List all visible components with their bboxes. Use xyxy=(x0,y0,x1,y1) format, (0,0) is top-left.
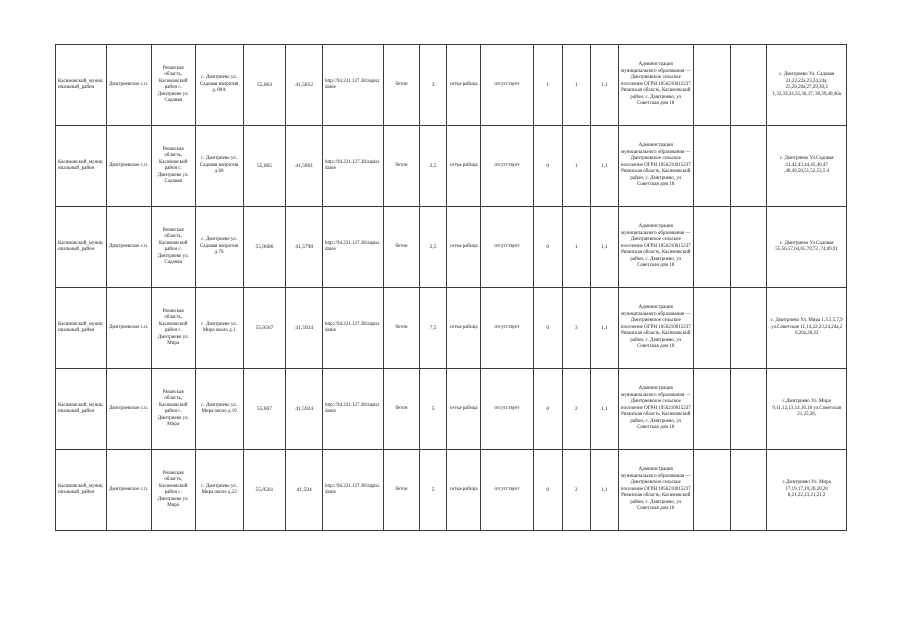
surface-cell: бетон xyxy=(384,288,420,369)
region-cell: Рязанская область, Касимовский район с. Дмитриево ул. Мира xyxy=(151,369,195,450)
surface-cell: бетон xyxy=(384,45,420,126)
count-b-cell: 3 xyxy=(562,288,591,369)
table-row xyxy=(56,288,847,369)
address-cell: с. Дмитриево ул. Садовая напротив д.60 xyxy=(195,126,243,207)
waste-source-cell: с. Дмитриево Ул. Мира 1,3,5,5,7,9 ул.Советская 11,14,22,23,24,24а,2 6,26а,28,32 xyxy=(767,288,847,369)
table-row xyxy=(56,450,847,531)
volume-cell: 1,1 xyxy=(591,45,619,126)
empty-cell-b xyxy=(730,369,767,450)
registry-table-sheet xyxy=(55,44,847,531)
latitude-cell: 55,0561 xyxy=(243,450,286,531)
settlement-cell: Дмитриевское с.п. xyxy=(106,369,151,450)
address-cell: с. Дмитриево ул. Садовая напротив д.76 xyxy=(195,207,243,288)
area-cell: 3 xyxy=(419,45,447,126)
waste-source-cell: с. Дмитриево Ул.Садовая 55,56,57,64,65,70,72 ,74,89,91 xyxy=(767,207,847,288)
waste-source-cell: с.Дмитриево Ул. Мира 9,11,12,13,14,16,18 ул.Советская 21,25,36, xyxy=(767,369,847,450)
area-cell: 5 xyxy=(419,369,447,450)
link-cell: http://94.231.127.38/zapiszdanie xyxy=(323,450,384,531)
link-cell: http://94.231.127.38/zapiszdanie xyxy=(323,288,384,369)
link-cell: http://94.231.127.38/zapiszdanie xyxy=(323,369,384,450)
area-cell: 2,5 xyxy=(419,207,447,288)
settlement-cell: Дмитриевское с.п. xyxy=(106,126,151,207)
settlement-cell: Дмитриевское с.п. xyxy=(106,450,151,531)
empty-cell-a xyxy=(693,450,730,531)
empty-cell-a xyxy=(693,45,730,126)
settlement-cell: Дмитриевское с.п. xyxy=(106,45,151,126)
count-b-cell: 1 xyxy=(562,45,591,126)
fence-cell: сетка-рабица xyxy=(447,288,481,369)
count-a-cell: 0 xyxy=(533,450,562,531)
cover-cell: отсутствует xyxy=(480,288,533,369)
longitude-cell: 41,5812 xyxy=(286,45,323,126)
count-b-cell: 2 xyxy=(562,450,591,531)
empty-cell-b xyxy=(730,207,767,288)
district-cell: Касимовский_муниципальный_район xyxy=(56,207,107,288)
empty-cell-a xyxy=(693,126,730,207)
count-a-cell: 0 xyxy=(533,288,562,369)
address-cell: с. Дмитриево ул. Мира около д.1 xyxy=(195,288,243,369)
owner-cell: Администрация муниципального образования — Дмитриевское сельское поселение ОГРН 1056210015237 Рязанская область, Касимовский район, с. Дмитриево, ул Советская дом 18 xyxy=(618,369,693,450)
longitude-cell: 41,5924 xyxy=(286,288,323,369)
empty-cell-b xyxy=(730,450,767,531)
owner-cell: Администрация муниципального образования — Дмитриевское сельское поселение ОГРН 1056210015237 Рязанская область, Касимовский район, с. Дмитриево, ул Советская дом 18 xyxy=(618,45,693,126)
region-cell: Рязанская область, Касимовский район с. Дмитриево ул. Садовая xyxy=(151,207,195,288)
address-cell: с. Дмитриево ул. Садовая напротив д. 80А xyxy=(195,45,243,126)
latitude-cell: 55,0686 xyxy=(243,207,286,288)
address-cell: с. Дмитриево ул. Мира около д.22 xyxy=(195,450,243,531)
count-a-cell: 0 xyxy=(533,369,562,450)
owner-cell: Администрация муниципального образования — Дмитриевское сельское поселение ОГРН 1056210015237 Рязанская область, Касимовский район, с. Дмитриево, ул Советская дом 18 xyxy=(618,288,693,369)
link-cell: http://94.231.127.38/zapiszdanie xyxy=(323,45,384,126)
area-cell: 5 xyxy=(419,450,447,531)
count-b-cell: 1 xyxy=(562,126,591,207)
cover-cell: отсутствует xyxy=(480,126,533,207)
table-row xyxy=(56,369,847,450)
volume-cell: 1,1 xyxy=(591,369,619,450)
fence-cell: сетка-рабица xyxy=(447,126,481,207)
district-cell: Касимовский_муниципальный_район xyxy=(56,45,107,126)
waste-source-cell: с.Дмитриево Ул. Мира 17,19,17,19,20,20,20 8,21,22,23,21,21,2 xyxy=(767,450,847,531)
fence-cell: сетка-рабица xyxy=(447,369,481,450)
region-cell: Рязанская область, Касимовский район с. Дмитриево ул. Садовая xyxy=(151,45,195,126)
empty-cell-a xyxy=(693,369,730,450)
longitude-cell: 41,594 xyxy=(286,450,323,531)
volume-cell: 1,1 xyxy=(591,450,619,531)
district-cell: Касимовский_муниципальный_район xyxy=(56,450,107,531)
latitude-cell: 55,067 xyxy=(243,369,286,450)
surface-cell: бетон xyxy=(384,369,420,450)
longitude-cell: 41,5801 xyxy=(286,126,323,207)
volume-cell: 1,1 xyxy=(591,288,619,369)
fence-cell: сетка-рабица xyxy=(447,45,481,126)
table-row xyxy=(56,207,847,288)
empty-cell-b xyxy=(730,45,767,126)
cover-cell: отсутствует xyxy=(480,207,533,288)
count-b-cell: 1 xyxy=(562,207,591,288)
owner-cell: Администрация муниципального образования — Дмитриевское сельское поселение ОГРН 1056210015237 Рязанская область, Касимовский район, с. Дмитриево, ул Советская дом 18 xyxy=(618,126,693,207)
owner-cell: Администрация муниципального образования — Дмитриевское сельское поселение ОГРН 1056210015237 Рязанская область, Касимовский район, с. Дмитриево, ул Советская дом 18 xyxy=(618,207,693,288)
surface-cell: бетон xyxy=(384,207,420,288)
fence-cell: сетка-рабица xyxy=(447,450,481,531)
table-row xyxy=(56,126,847,207)
owner-cell: Администрация муниципального образования — Дмитриевское сельское поселение ОГРН 1056210015237 Рязанская область, Касимовский район, с. Дмитриево, ул Советская дом 18 xyxy=(618,450,693,531)
longitude-cell: 41,5924 xyxy=(286,369,323,450)
volume-cell: 1,1 xyxy=(591,207,619,288)
surface-cell: бетон xyxy=(384,450,420,531)
settlement-cell: Дмитриевское с.п. xyxy=(106,207,151,288)
region-cell: Рязанская область, Касимовский район с. Дмитриево ул. Мира xyxy=(151,450,195,531)
count-a-cell: 0 xyxy=(533,126,562,207)
latitude-cell: 55,065 xyxy=(243,126,286,207)
region-cell: Рязанская область, Касимовский район с. Дмитриево ул. Мира xyxy=(151,288,195,369)
cover-cell: отсутствует xyxy=(480,450,533,531)
empty-cell-a xyxy=(693,288,730,369)
longitude-cell: 41,5790 xyxy=(286,207,323,288)
link-cell: http://94.231.127.38/zapiszdanie xyxy=(323,207,384,288)
empty-cell-a xyxy=(693,207,730,288)
area-cell: 7,5 xyxy=(419,288,447,369)
cover-cell: отсутствует xyxy=(480,45,533,126)
count-a-cell: 0 xyxy=(533,207,562,288)
surface-cell: бетон xyxy=(384,126,420,207)
table-row xyxy=(56,45,847,126)
volume-cell: 1,1 xyxy=(591,126,619,207)
fence-cell: сетка-рабица xyxy=(447,207,481,288)
district-cell: Касимовский_муниципальный_район xyxy=(56,126,107,207)
settlement-cell: Дмитриевское с.п. xyxy=(106,288,151,369)
count-a-cell: 1 xyxy=(533,45,562,126)
count-b-cell: 2 xyxy=(562,369,591,450)
cover-cell: отсутствует xyxy=(480,369,533,450)
waste-source-cell: с. Дмитриево Ул.Садовая 41,42,43,44,45,46,47 ,48,49,50,51,52,53,5 4 xyxy=(767,126,847,207)
empty-cell-b xyxy=(730,126,767,207)
empty-cell-b xyxy=(730,288,767,369)
waste-source-cell: с. Дмитриево Ул. Садовая 21,22,22а,23,24,24а, 25,26,26а,27,29,30,3 1,32,33,34,35,36,37, 38,39,40,40а xyxy=(767,45,847,126)
waste-sites-table xyxy=(55,44,847,531)
latitude-cell: 55,063 xyxy=(243,45,286,126)
link-cell: http://94.231.127.38/zapiszdanie xyxy=(323,126,384,207)
district-cell: Касимовский_муниципальный_район xyxy=(56,288,107,369)
latitude-cell: 55,0567 xyxy=(243,288,286,369)
table-body xyxy=(56,45,847,531)
address-cell: с. Дмитриево ул. Мира около д.19 xyxy=(195,369,243,450)
area-cell: 2,5 xyxy=(419,126,447,207)
region-cell: Рязанская область, Касимовский район с. Дмитриево ул. Садовая xyxy=(151,126,195,207)
district-cell: Касимовский_муниципальный_район xyxy=(56,369,107,450)
